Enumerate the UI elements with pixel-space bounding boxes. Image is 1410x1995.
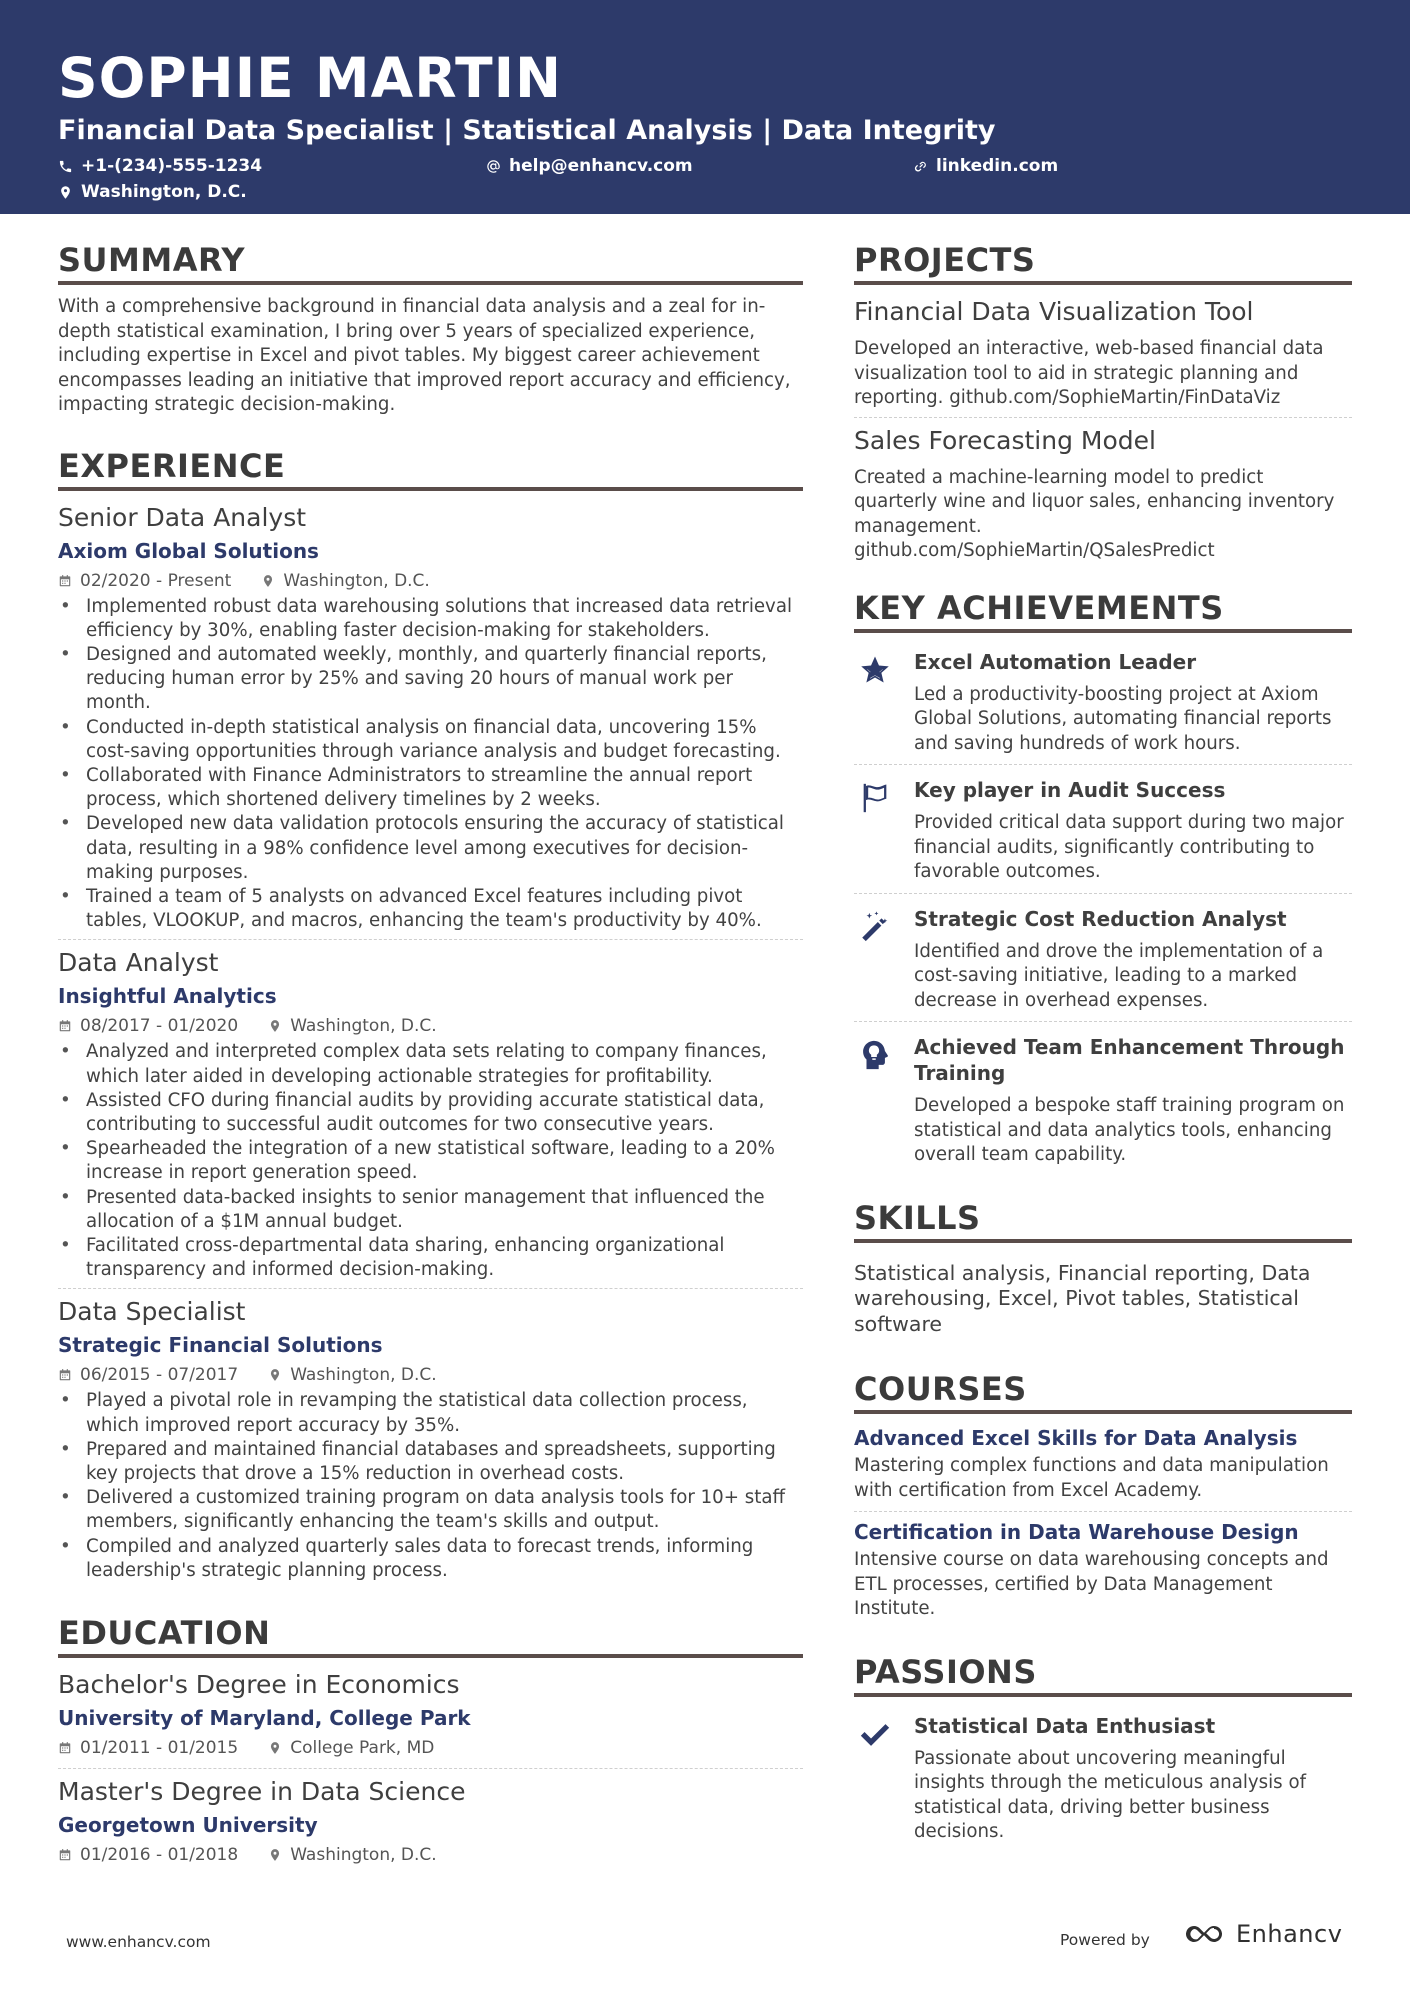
projects-title: PROJECTS: [854, 240, 1352, 285]
divider: [854, 417, 1352, 418]
education-dates: [58, 1843, 238, 1867]
brand-name: Enhancv: [1236, 1920, 1343, 1948]
job-dates-text: 06/2015 - 07/2017: [80, 1365, 239, 1386]
skills-text: Statistical analysis, Financial reporting, Data warehousing, Excel, Pivot tables, Statistical software: [854, 1260, 1311, 1336]
phone-text: +1-(234)-555-1234: [81, 156, 263, 176]
email-text: help@enhancv.com: [509, 156, 693, 176]
achievement-description: Identified and drove the implementation of a cost-saving initiative, leading to a marked decrease in overhead expenses.: [914, 940, 1324, 1011]
calendar-icon: [58, 574, 72, 588]
job-role: Senior Data Analyst: [58, 502, 307, 532]
contact-phone[interactable]: [58, 156, 262, 176]
passion-title: Statistical Data Enthusiast: [914, 1713, 1216, 1738]
footer-url[interactable]: www.enhancv.com: [66, 1933, 211, 1951]
calendar-icon: [58, 1848, 72, 1862]
job-role: Data Specialist: [58, 1297, 246, 1327]
contact-email[interactable]: [486, 156, 693, 176]
passion-description: Passionate about uncovering meaningful insights through the meticulous analysis of statistical data, driving better business decisions.: [914, 1747, 1306, 1842]
job-company: Axiom Global Solutions: [58, 538, 319, 563]
courses-section: [854, 1369, 1352, 1630]
achievement-icon: [854, 906, 896, 1014]
project-title: Financial Data Visualization Tool: [854, 297, 1254, 326]
achievement-description: Developed a bespoke staff training program on statistical and data analytics tools, enhancing overall team capability.: [914, 1095, 1345, 1165]
divider: [58, 1768, 803, 1769]
job-location: [268, 1014, 436, 1038]
job-meta: [58, 569, 803, 593]
bullet-item: • Spearheaded the integration of a new statistical software, leading to a 20% increase in report generation speed.: [58, 1137, 803, 1185]
project-entry: [854, 424, 1352, 564]
achievement-icon: [854, 649, 896, 757]
divider: [854, 764, 1352, 765]
project-description: [854, 466, 1352, 564]
education-location: [268, 1736, 434, 1760]
education-location: [268, 1843, 436, 1867]
divider: [854, 1511, 1352, 1512]
project-title: Sales Forecasting Model: [854, 425, 1156, 455]
left-column: [58, 240, 803, 1875]
job-location-text: Washington, D.C.: [290, 1016, 437, 1037]
enhancv-logo-icon: [1180, 1920, 1228, 1948]
education-location-text: Washington, D.C.: [290, 1845, 437, 1865]
education-dates-text: 01/2011 - 01/2015: [80, 1738, 239, 1758]
calendar-icon: [58, 1368, 72, 1382]
school: University of Maryland, College Park: [58, 1706, 471, 1730]
job-location-text: Washington, D.C.: [290, 1365, 437, 1386]
bullet-item: • Conducted in-depth statistical analysis on financial data, uncovering 15% cost-saving opportunities through variance analysis and budget forecasting.: [58, 716, 803, 764]
education-location-text: College Park, MD: [290, 1738, 435, 1758]
skills-title: SKILLS: [854, 1198, 1352, 1243]
projects-section: [854, 240, 1352, 564]
job-company: Strategic Financial Solutions: [58, 1333, 383, 1358]
passion-icon: [854, 1713, 896, 1845]
job-entry: [58, 946, 803, 1288]
job-entry: [58, 1295, 803, 1589]
job-dates: [58, 569, 231, 593]
location-pin-icon: [268, 1741, 282, 1755]
education-title: EDUCATION: [58, 1613, 803, 1658]
job-bullets: [58, 1389, 803, 1583]
course-title: Certification in Data Warehouse Design: [854, 1520, 1299, 1544]
education-meta: [58, 1843, 803, 1867]
education-entry: [58, 1668, 803, 1768]
achievements-title: KEY ACHIEVEMENTS: [854, 588, 1352, 633]
summary-text: With a comprehensive background in financial data analysis and a zeal for in-depth statistical examination, I bring over 5 years of specialized experience, including expertise in Excel and pivot tables. My biggest career achievement encompasses leading an initiative that improved report accuracy and efficiency, impacting strategic decision-making.: [58, 296, 791, 415]
bullet-item: • Compiled and analyzed quarterly sales data to forecast trends, informing leadership's strategic planning process.: [58, 1535, 803, 1583]
project-description: Developed an interactive, web-based financial data visualization tool to aid in strategic planning and reporting. github.com/SophieMartin/FinDataViz: [854, 338, 1324, 408]
school: Georgetown University: [58, 1813, 318, 1837]
bullet-item: • Trained a team of 5 analysts on advanced Excel features including pivot tables, VLOOKUP, and macros, enhancing the team's productivity by 40%.: [58, 885, 803, 933]
course-description: Intensive course on data warehousing concepts and ETL processes, certified by Data Management Institute.: [854, 1549, 1329, 1619]
bullet-item: • Played a pivotal role in revamping the statistical data collection process, which improved report accuracy by 35%.: [58, 1389, 803, 1437]
passion-entry: [854, 1707, 1352, 1853]
job-dates: [58, 1014, 238, 1038]
project-link[interactable]: github.com/SophieMartin/QSalesPredict: [854, 540, 1215, 561]
job-meta: [58, 1363, 803, 1387]
job-bullets: [58, 1040, 803, 1282]
project-description-text: Created a machine-learning model to predict quarterly wine and liquor sales, enhancing inventory management.: [854, 466, 1335, 537]
experience-section: [58, 446, 803, 1590]
right-column: [854, 240, 1352, 1853]
course-entry: [854, 1424, 1352, 1511]
at-icon: [486, 159, 501, 174]
job-entry: [58, 501, 803, 940]
course-entry: [854, 1518, 1352, 1630]
achievements-section: [854, 588, 1352, 1176]
experience-title: EXPERIENCE: [58, 446, 803, 491]
bullet-item: • Analyzed and interpreted complex data sets relating to company finances, which later aided in developing actionable strategies for profitability.: [58, 1040, 803, 1088]
divider: [854, 893, 1352, 894]
course-title: Advanced Excel Skills for Data Analysis: [854, 1426, 1298, 1450]
location-pin-icon: [268, 1019, 282, 1033]
head-idea-icon: [858, 1038, 892, 1072]
courses-title: COURSES: [854, 1369, 1352, 1414]
job-company: Insightful Analytics: [58, 984, 277, 1009]
project-entry: [854, 295, 1352, 417]
degree: Master's Degree in Data Science: [58, 1777, 466, 1806]
flag-icon: [858, 781, 892, 815]
bullet-item: • Developed new data validation protocols ensuring the accuracy of statistical data, resulting in a 98% confidence level among executives for decision-making purposes.: [58, 812, 803, 885]
skills-section: [854, 1198, 1352, 1338]
achievement-title: Excel Automation Leader: [914, 649, 1197, 674]
achievement-title: Achieved Team Enhancement Through Training: [914, 1035, 1345, 1085]
headline: Financial Data Specialist | Statistical Analysis | Data Integrity: [58, 115, 996, 146]
job-location-text: Washington, D.C.: [283, 570, 430, 591]
achievement-entry: [854, 900, 1352, 1022]
passions-section: [854, 1652, 1352, 1853]
job-dates-text: 02/2020 - Present: [80, 570, 232, 591]
achievement-entry: [854, 643, 1352, 765]
summary-title: SUMMARY: [58, 240, 803, 285]
contact-linkedin[interactable]: [913, 156, 1058, 176]
bullet-item: • Prepared and maintained financial databases and spreadsheets, supporting key projects that drove a 15% reduction in overhead costs.: [58, 1438, 803, 1486]
achievement-entry: [854, 1028, 1352, 1176]
bullet-item: • Collaborated with Finance Administrators to streamline the annual report process, which shortened delivery timelines by 2 weeks.: [58, 764, 803, 812]
bullet-item: • Designed and automated weekly, monthly, and quarterly financial reports, reducing human error by 25% and saving 20 hours of manual work per month.: [58, 643, 803, 716]
bullet-item: • Delivered a customized training program on data analysis tools for 10+ staff members, significantly enhancing the team's skills and output.: [58, 1486, 803, 1534]
location-pin-icon: [268, 1368, 282, 1382]
location-pin-icon: [268, 1848, 282, 1862]
star-icon: [858, 653, 892, 687]
resume-header: [0, 0, 1410, 214]
education-section: [58, 1613, 803, 1875]
achievement-title: Key player in Audit Success: [914, 778, 1226, 802]
education-dates-text: 01/2016 - 01/2018: [80, 1845, 239, 1865]
brand-logo[interactable]: [1180, 1920, 1342, 1948]
magic-wand-icon: [858, 910, 892, 944]
achievement-icon: [854, 777, 896, 885]
contact-info: [58, 156, 1352, 210]
job-meta: [58, 1014, 803, 1038]
linkedin-text: linkedin.com: [936, 156, 1059, 176]
powered-by-label: Powered by: [1060, 1931, 1150, 1949]
bullet-item: • Assisted CFO during financial audits by providing accurate statistical data, contributing to successful audit outcomes for two consecutive years.: [58, 1089, 803, 1137]
divider: [58, 939, 803, 940]
passions-title: PASSIONS: [854, 1652, 1352, 1697]
location-pin-icon: [261, 574, 275, 588]
link-icon: [913, 159, 928, 174]
bullet-item: • Facilitated cross-departmental data sharing, enhancing organizational transparency and informed decision-making.: [58, 1234, 803, 1282]
course-description: Mastering complex functions and data manipulation with certification from Excel Academy.: [854, 1455, 1329, 1501]
phone-icon: [58, 159, 73, 174]
degree: Bachelor's Degree in Economics: [58, 1670, 460, 1699]
candidate-name: SOPHIE MARTIN: [58, 46, 563, 110]
achievement-title: Strategic Cost Reduction Analyst: [914, 906, 1287, 931]
location-pin-icon: [58, 185, 73, 200]
job-location: [261, 569, 429, 593]
job-dates-text: 08/2017 - 01/2020: [80, 1016, 239, 1037]
job-role: Data Analyst: [58, 948, 219, 978]
achievement-icon: [854, 1034, 896, 1168]
calendar-icon: [58, 1741, 72, 1755]
education-dates: [58, 1736, 238, 1760]
divider: [854, 1021, 1352, 1022]
bullet-item: • Presented data-backed insights to senior management that influenced the allocation of a $1M annual budget.: [58, 1186, 803, 1234]
summary-section: [58, 240, 803, 418]
bullet-item: • Implemented robust data warehousing solutions that increased data retrieval efficiency by 30%, enabling faster decision-making for stakeholders.: [58, 595, 803, 643]
job-bullets: [58, 595, 803, 934]
achievement-description: Provided critical data support during two major financial audits, significantly contributing to favorable outcomes.: [914, 812, 1344, 882]
divider: [58, 1288, 803, 1289]
job-dates: [58, 1363, 238, 1387]
calendar-icon: [58, 1019, 72, 1033]
achievement-description: Led a productivity-boosting project at Axiom Global Solutions, automating financial reports and saving hundreds of work hours.: [914, 683, 1332, 754]
education-entry: [58, 1775, 803, 1875]
education-meta: [58, 1736, 803, 1760]
achievement-entry: [854, 771, 1352, 893]
job-location: [268, 1363, 436, 1387]
contact-location: [58, 182, 247, 202]
location-text: Washington, D.C.: [81, 182, 247, 202]
checkmark-icon: [858, 1717, 892, 1751]
